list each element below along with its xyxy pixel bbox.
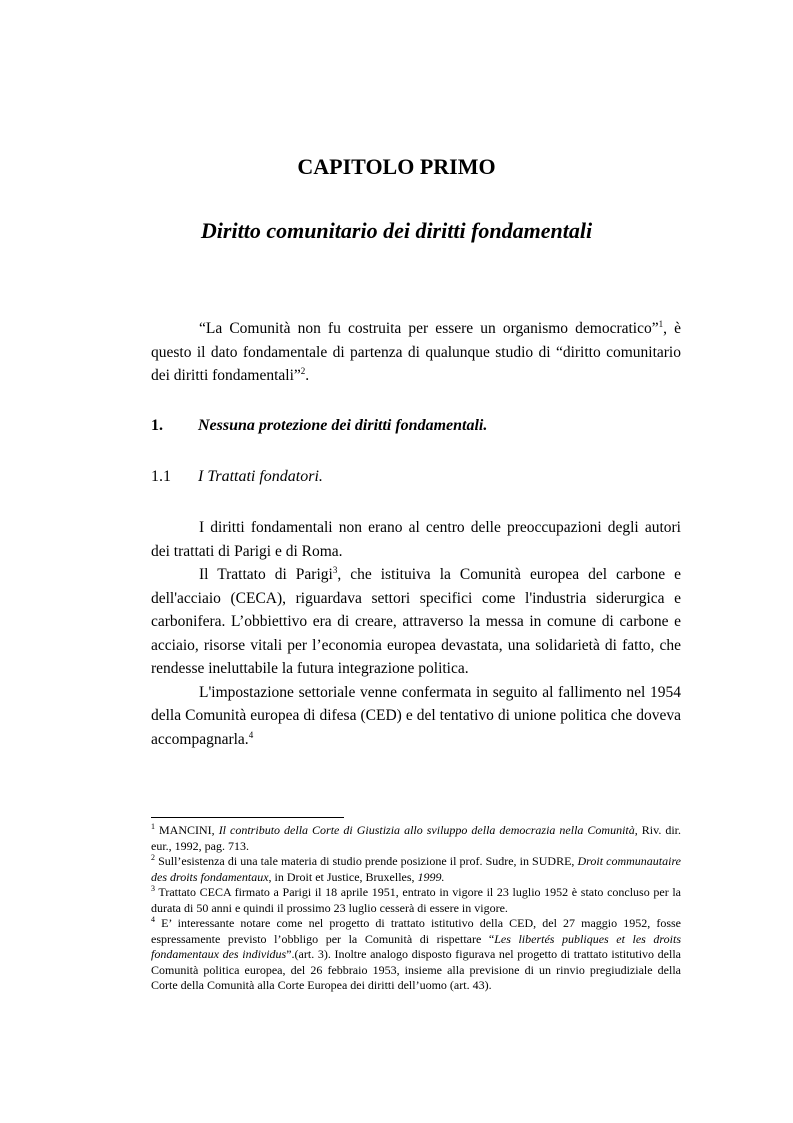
footnote-number: 1 xyxy=(151,822,155,831)
body-text xyxy=(151,516,681,751)
footnote-ref-2[interactable]: 2 xyxy=(300,366,306,376)
subsection-number: 1.1 xyxy=(151,468,171,485)
paragraph-2-start: Il Trattato di Parigi xyxy=(199,566,333,583)
footnote-ref-1[interactable]: 1 xyxy=(658,319,664,329)
footnote-text: Sull’esistenza di una tale materia di studio prende posizione il prof. Sudre, in SUDRE, xyxy=(155,854,578,868)
footnote-ref-3[interactable]: 3 xyxy=(332,565,338,575)
footnote-number: 3 xyxy=(151,884,155,893)
footnote-text: Trattato CECA firmato a Parigi il 18 aprile 1951, entrato in vigore il 23 luglio 1952 è stato concluso per la durata di 50 anni e quindi il prossimo 23 luglio cesserà di essere in vigore. xyxy=(151,885,681,915)
paragraph-3 xyxy=(151,681,681,752)
intro-text: , è questo il dato fondamentale di partenza di qualunque studio di “diritto comunitario dei diritti fondamentali” xyxy=(151,320,681,384)
section-number: 1. xyxy=(151,417,163,434)
paragraph-2 xyxy=(151,563,681,681)
intro-quote: “La Comunità non fu costruita per essere un organismo democratico” xyxy=(199,320,659,337)
footnote-text: ”.(art. 3). Inoltre analogo disposto figurava nel progetto di trattato istitutivo della Comunità politica europea, del 26 febbraio 1953, insieme alla previsione di un rinvio pregiudiziale della Corte della Comunità alla Corte Europea dei diritti dell’uomo (art. 43). xyxy=(151,947,681,992)
subsection-heading-1-1 xyxy=(151,466,323,488)
footnote-text: E’ interessante notare come nel progetto di trattato istitutivo della CED, del 27 maggio 1952, fosse espressamente previsto l’obbligo per la Comunità di rispettare “ xyxy=(151,916,681,946)
footnote-text: , in Droit et Justice, Bruxelles, xyxy=(268,869,418,884)
subsection-title: I Trattati fondatori. xyxy=(198,468,323,485)
intro-end: . xyxy=(305,367,310,384)
footnotes xyxy=(151,823,681,994)
footnote-3 xyxy=(151,885,681,916)
footnote-separator xyxy=(151,817,344,818)
footnote-1 xyxy=(151,823,681,854)
chapter-title: CAPITOLO PRIMO xyxy=(297,154,496,179)
footnote-citation-year: 1999. xyxy=(417,869,445,884)
section-heading-1 xyxy=(151,415,487,437)
footnote-citation-title: Droit communautaire des droits fondamentaux xyxy=(151,854,682,884)
footnote-ref-4[interactable]: 4 xyxy=(248,729,254,740)
paragraph-3-text: L'impostazione settoriale venne confermata in seguito al fallimento nel 1954 della Comunità europea di difesa (CED) e del tentativo di unione politica che doveva accompagnarla. xyxy=(151,683,681,748)
footnote-number: 4 xyxy=(151,915,155,924)
footnote-text: , Riv. dir. eur., 1992, pag. 713. xyxy=(151,823,681,853)
footnote-citation-title: Les libertés publiques et les droits fondamentaux des individus xyxy=(151,931,681,961)
paragraph-2-rest: , che istituiva la Comunità europea del carbone e dell'acciaio (CECA), riguardava settori specifici come l'industria siderurgica e carbonifera. L’obbiettivo era di creare, attraverso la messa in comune di carbone e acciaio, risorse vitali per l’economia europea devastata, una solidarietà di fatto, che rendesse ineluttabile la futura integrazione politica. xyxy=(151,566,681,677)
footnote-2 xyxy=(151,854,681,885)
intro-paragraph xyxy=(151,317,681,388)
section-title: Nessuna protezione dei diritti fondamentali. xyxy=(198,417,488,434)
footnote-text: MANCINI, xyxy=(155,823,219,837)
chapter-subtitle: Diritto comunitario dei diritti fondamentali xyxy=(200,218,593,243)
footnote-4 xyxy=(151,916,681,994)
paragraph-1: I diritti fondamentali non erano al centro delle preoccupazioni degli autori dei trattati di Parigi e di Roma. xyxy=(151,519,681,560)
footnote-number: 2 xyxy=(151,853,155,862)
footnote-citation-title: Il contributo della Corte di Giustizia allo sviluppo della democrazia nella Comunità xyxy=(218,823,635,837)
